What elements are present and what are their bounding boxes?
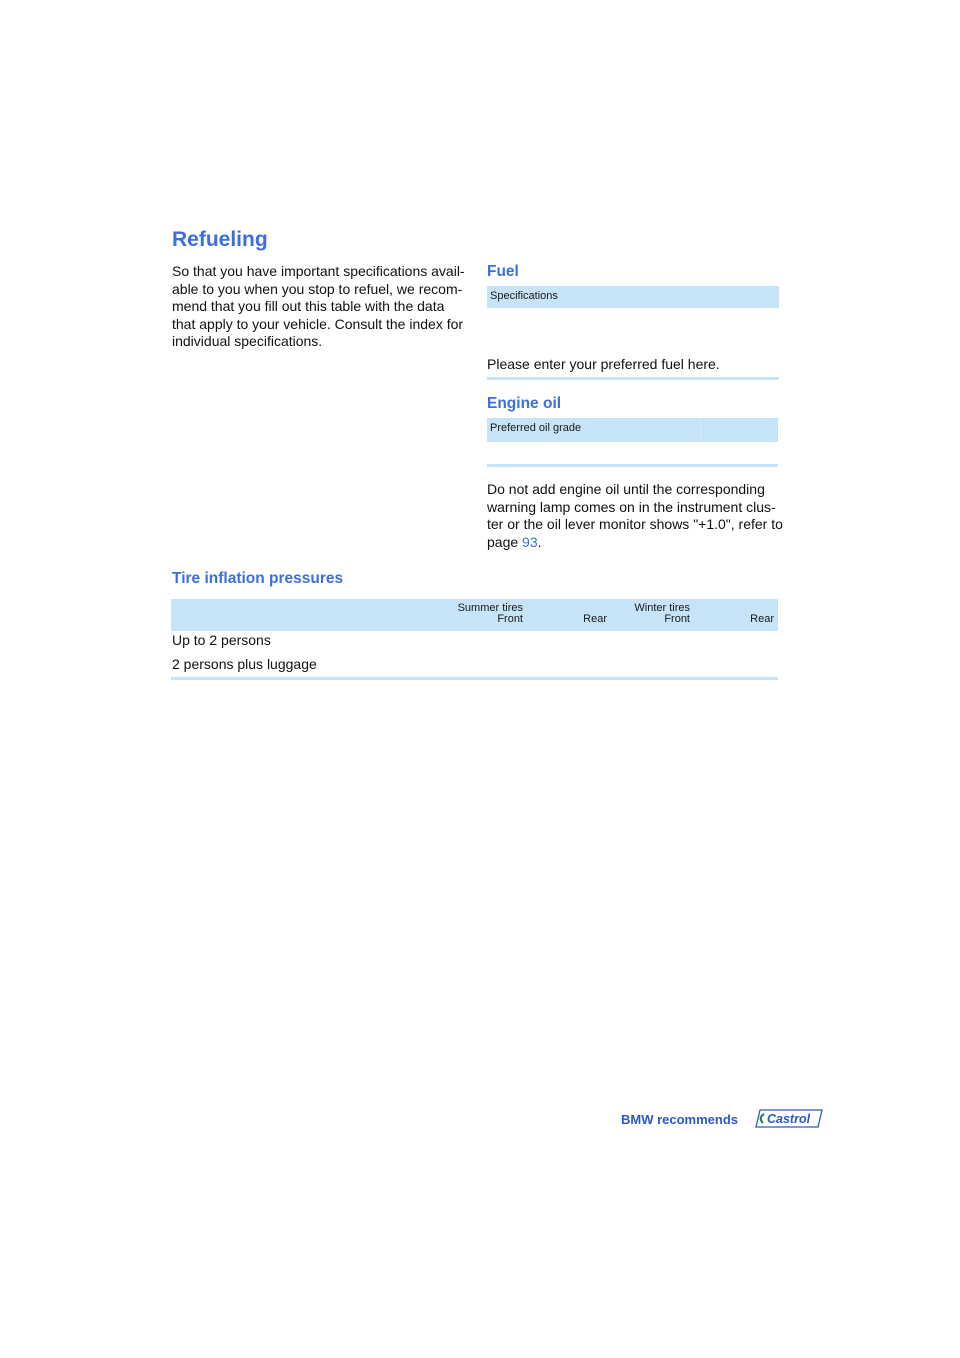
tire-table-header (171, 599, 778, 631)
oil-note-line: Do not add engine oil until the corresponding (487, 481, 765, 497)
intro-line: that apply to your vehicle. Consult the index for (172, 315, 464, 332)
oil-note-line: ter or the oil lever monitor shows "+1.0", refer to (487, 516, 783, 532)
castrol-logo-icon (755, 1109, 823, 1128)
tire-pressures-heading: Tire inflation pressures (172, 570, 344, 587)
winter-tires-label: Winter tires (634, 602, 690, 614)
oil-note-page-prefix: page (487, 533, 523, 550)
oil-grade-column-divider (700, 418, 701, 442)
intro-line: individual specifications. (172, 333, 323, 349)
fuel-heading: Fuel (487, 263, 519, 280)
intro-line: So that you have important specifications avail- (172, 263, 465, 279)
tire-row-label: Up to 2 persons (172, 632, 271, 648)
tire-row-label: 2 persons plus luggage (172, 656, 317, 672)
castrol-logo-text: Castrol (767, 1112, 811, 1126)
oil-grade-label: Preferred oil grade (490, 422, 582, 434)
fuel-table-divider (487, 377, 779, 380)
oil-note-page-suffix: . (537, 533, 542, 550)
oil-note-line: warning lamp comes on in the instrument clus- (487, 498, 776, 515)
summer-front-label: Front (497, 613, 523, 625)
oil-grade-header (487, 418, 778, 442)
intro-line: able to you when you stop to refuel, we recom- (172, 280, 463, 297)
summer-tires-label: Summer tires (457, 602, 523, 614)
fuel-specifications-header (487, 286, 779, 308)
fuel-note: Please enter your preferred fuel here. (487, 356, 720, 372)
winter-rear-label: Rear (750, 613, 774, 625)
engine-oil-heading: Engine oil (487, 395, 562, 412)
tire-table-divider (171, 677, 778, 680)
winter-front-label: Front (664, 613, 690, 625)
oil-note (487, 481, 782, 551)
page-reference-link[interactable]: 93 (522, 533, 538, 550)
bmw-recommends-text: BMW recommends (621, 1112, 739, 1127)
oil-table-divider (487, 464, 778, 467)
intro-paragraph (172, 263, 468, 351)
intro-line: mend that you fill out this table with the data (172, 298, 445, 314)
castrol-logo (755, 1109, 823, 1128)
page-title: Refueling (172, 228, 268, 251)
summer-rear-label: Rear (583, 613, 607, 625)
fuel-specifications-label: Specifications (490, 290, 558, 302)
